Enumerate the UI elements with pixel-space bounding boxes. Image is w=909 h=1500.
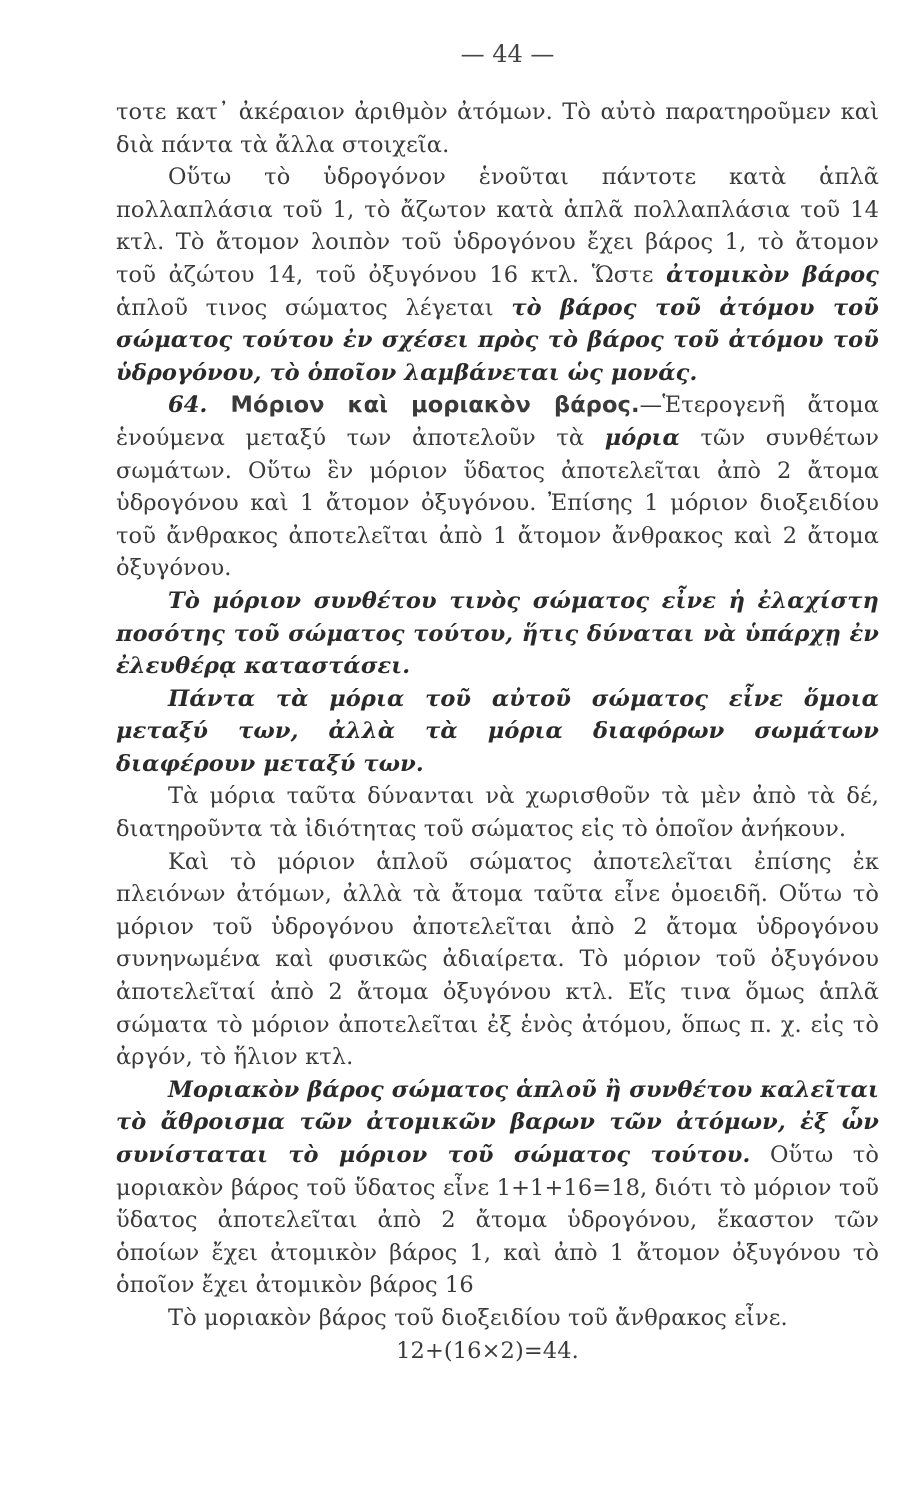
- paragraph-6: [116, 780, 879, 845]
- section-heading: Μόριον καὶ μοριακὸν βάρος.: [207, 392, 640, 419]
- text-run: Οὕτω τὸ μοριακὸν βάρος τοῦ ὕδατος εἶνε 1+1+16=18, διότι τὸ μόριον τοῦ ὕδατος ἀποτελεῖται ἀπὸ 2 ἄτομα ὑδρογόνου, ἕκαστον τῶν ὁποίων ἔχει ἀτομικὸν βάρος 1, καὶ ἀπὸ 1 ἄτομον ὀξυγόνου τὸ ὁποῖον ἔχει ἀτομικὸν βάρος 16: [116, 1142, 879, 1299]
- definition-molecular-weight: Μοριακὸν βάρος σώματος ἁπλοῦ ἢ συνθέτου καλεῖται τὸ ἄθροισμα τῶν ἀτομικῶν βαρων τῶν ἀτόμων, ἐξ ὧν συνίσταται τὸ μόριον τοῦ σώματος τούτου.: [116, 1076, 879, 1168]
- text-run: τοτε κατ᾽ ἀκέραιον ἀριθμὸν ἀτόμων. Τὸ αὐτὸ παρατηροῦμεν καὶ διὰ πάντα τὰ ἄλλα στοιχεῖα.: [116, 99, 879, 158]
- paragraph-5: [116, 683, 879, 781]
- paragraph-2: [116, 161, 879, 389]
- text-run: —Ἑτερογενῆ ἄτομα ἑνούμενα μεταξύ των ἀποτελοῦν τὰ: [116, 392, 880, 451]
- page-number: — 44 —: [460, 40, 555, 68]
- text-run: Καὶ τὸ μόριον ἁπλοῦ σώματος ἀποτελεῖται ἐπίσης ἐκ πλειόνων ἀτόμων, ἀλλὰ τὰ ἄτομα ταῦτα εἶνε ὁμοειδῆ. Οὕτω τὸ μόριον τοῦ ὑδρογόνου ἀποτελεῖται ἀπὸ 2 ἄτομα ὑδρογόνου συνηνωμένα καὶ φυσικῶς ἀδιαίρετα. Τὸ μόριον τοῦ ὀξυγόνου ἀποτελεῖταί ἀπὸ 2 ἄτομα ὀξυγόνου κτλ. Εἴς τινα ὅμως ἁπλᾶ σώματα τὸ μόριον ἀποτελεῖται ἐξ ἑνὸς ἀτόμου, ὅπως π. χ. εἰς τὸ ἀργόν, τὸ ἥλιον κτλ.: [116, 848, 879, 1071]
- formula-text: 12+(16×2)=44.: [396, 1337, 579, 1364]
- section-number: 64.: [168, 392, 208, 419]
- term-atomic-weight: ἀτομικὸν βάρος: [666, 261, 879, 288]
- paragraph-9: [116, 1302, 879, 1335]
- rule-molecules: Πάντα τὰ μόρια τοῦ αὐτοῦ σώματος εἶνε ὅμοια μεταξύ των, ἀλλὰ τὰ μόρια διαφόρων σωμάτων διαφέρουν μεταξύ των.: [116, 685, 879, 777]
- definition-molecule: Τὸ μόριον συνθέτου τινὸς σώματος εἶνε ἡ ἐλαχίστη ποσότης τοῦ σώματος τούτου, ἥτις δύναται νὰ ὑπάρχῃ ἐν ἐλευθέρᾳ καταστάσει.: [116, 587, 879, 680]
- text-run: Τὸ μοριακὸν βάρος τοῦ διοξειδίου τοῦ ἄνθρακος εἶνε.: [168, 1304, 788, 1331]
- text-run: Τὰ μόρια ταῦτα δύνανται νὰ χωρισθοῦν τὰ μὲν ἀπὸ τὰ δέ, διατηροῦντα τὰ ἰδιότητας τοῦ σώματος εἰς τὸ ὁποῖον ἀνήκουν.: [116, 783, 879, 843]
- paragraph-7: [116, 846, 879, 1074]
- text-run: Οὕτω τὸ ὑδρογόνον ἑνοῦται πάντοτε κατὰ ἁπλᾶ πολλαπλάσια τοῦ 1, τὸ ἄζωτον κατὰ ἁπλᾶ πολλαπλάσια τοῦ 14 κτλ. Τὸ ἄτομον λοιπὸν τοῦ ὑδρογόνου ἔχει βάρος 1, τὸ ἄτομον τοῦ ἀζώτου 14, τοῦ ὀξυγόνου 16 κτλ. Ὥστε: [116, 164, 879, 288]
- text-run: τῶν συνθέτων σωμάτων. Οὕτω ἓν μόριον ὕδατος ἀποτελεῖται ἀπὸ 2 ἄτομα ὑδρογόνου καὶ 1 ἄτομον ὀξυγόνου. Ἐπίσης 1 μόριον διοξειδίου τοῦ ἄνθρακος ἀποτελεῖται ἀπὸ 1 ἄτομον ἄνθρακος καὶ 2 ἄτομα ὀξυγόνου.: [116, 424, 879, 582]
- paragraph-8: [116, 1074, 879, 1302]
- paragraph-1: [116, 96, 879, 161]
- term-molecules: μόρια: [604, 424, 680, 451]
- paragraph-4: [116, 585, 879, 683]
- formula: [116, 1335, 879, 1368]
- text-run: ἁπλοῦ τινος σώματος λέγεται: [116, 294, 512, 321]
- paragraph-3: [116, 389, 879, 585]
- definition-atomic-weight: τὸ βάρος τοῦ ἀτόμου τοῦ σώματος τούτου ἐν σχέσει πρὸς τὸ βάρος τοῦ ἀτόμου τοῦ ὑδρογόνου, τὸ ὁποῖον λαμβάνεται ὡς μονάς.: [116, 294, 879, 386]
